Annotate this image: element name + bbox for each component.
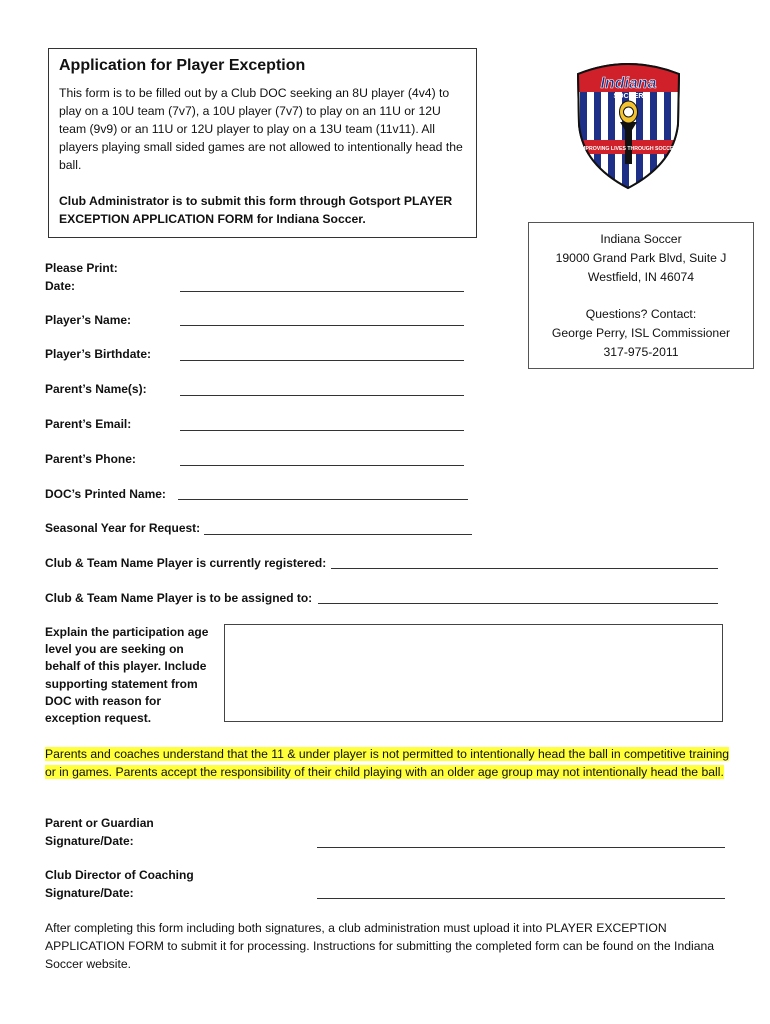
parent-signature-label-1: Parent or Guardian	[45, 816, 154, 830]
form-description: This form is to be filled out by a Club DOC seeking an 8U player (4v4) to play on a 10U team (7v7), a 10U player (7v7) to play on an 11U or 12U team (9v9) or an 11U or 12U player to play on a 13U team (11v11). All players playing small sided games are not allowed to intentionally head the ball.	[59, 86, 463, 172]
contact-address-2: Westfield, IN 46074	[587, 270, 695, 284]
seasonal-year-field[interactable]	[204, 534, 472, 535]
doc-name-label: DOC’s Printed Name:	[45, 487, 166, 501]
director-signature-label-2: Signature/Date:	[45, 886, 134, 900]
club-current-label: Club & Team Name Player is currently registered:	[45, 556, 327, 570]
explain-label: Explain the participation age level you are seeking on behalf of this player. Include supporting statement from DOC with reason for exception request.	[45, 625, 209, 726]
parent-names-field[interactable]	[180, 395, 464, 396]
heading-notice	[45, 745, 735, 781]
director-signature-label-1: Club Director of Coaching	[45, 868, 194, 882]
parent-signature-field[interactable]	[317, 847, 725, 848]
submission-instruction: Club Administrator is to submit this form through Gotsport PLAYER EXCEPTION APPLICATION FORM for Indiana Soccer.	[59, 194, 453, 226]
club-current-field[interactable]	[331, 568, 718, 569]
contact-org: Indiana Soccer	[600, 232, 682, 246]
contact-person: George Perry, ISL Commissioner	[551, 326, 731, 340]
parent-email-label: Parent’s Email:	[45, 417, 132, 431]
logo-motto: IMPROVING LIVES THROUGH SOCCER	[579, 146, 678, 152]
please-print-label: Please Print:	[45, 261, 118, 275]
player-birthdate-field[interactable]	[180, 360, 464, 361]
contact-box	[528, 222, 754, 369]
club-assigned-field[interactable]	[318, 603, 718, 604]
heading-notice-text: Parents and coaches understand that the 11 & under player is not permitted to intentionally head the ball in competitive training or in games. Parents accept the responsibility of their child playing with an older age group may not intentionally head the ball.	[45, 747, 730, 779]
parent-phone-field[interactable]	[180, 465, 464, 466]
parent-names-label: Parent’s Name(s):	[45, 382, 147, 396]
footer-instructions: After completing this form including both signatures, a club administration must upload it into PLAYER EXCEPTION APPLICATION FORM to submit it for processing. Instructions for submitting the completed form can be found on the Indiana Soccer website.	[45, 921, 715, 971]
seasonal-year-label: Seasonal Year for Request:	[45, 521, 201, 535]
indiana-soccer-logo	[566, 52, 691, 192]
director-signature-field[interactable]	[317, 898, 725, 899]
date-label: Date:	[45, 279, 76, 293]
parent-phone-label: Parent’s Phone:	[45, 452, 136, 466]
parent-email-field[interactable]	[180, 430, 464, 431]
logo-name: Indiana	[600, 75, 657, 92]
logo-sub: SOCCER	[613, 93, 644, 100]
explain-textarea[interactable]	[224, 624, 723, 722]
club-assigned-label: Club & Team Name Player is to be assigned to:	[45, 591, 313, 605]
form-title: Application for Player Exception	[59, 57, 306, 74]
player-birthdate-label: Player’s Birthdate:	[45, 347, 152, 361]
contact-questions: Questions? Contact:	[585, 307, 697, 321]
player-name-field[interactable]	[180, 325, 464, 326]
contact-phone: 317-975-2011	[603, 345, 679, 359]
intro-box	[48, 48, 477, 238]
contact-address-1: 19000 Grand Park Blvd, Suite J	[555, 251, 727, 265]
player-name-label: Player’s Name:	[45, 313, 132, 327]
parent-signature-label-2: Signature/Date:	[45, 834, 134, 848]
doc-name-field[interactable]	[178, 499, 468, 500]
date-field[interactable]	[180, 291, 464, 292]
